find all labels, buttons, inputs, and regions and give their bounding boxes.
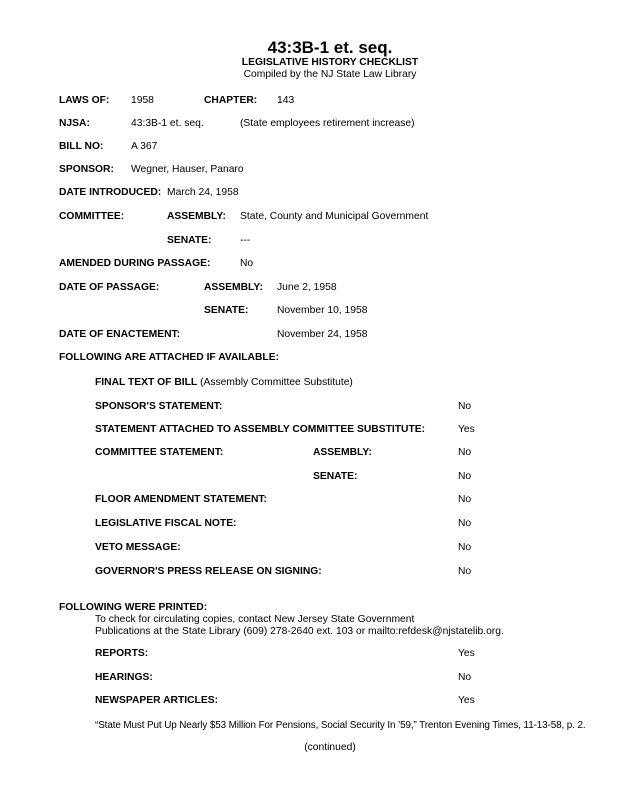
printed-instructions-line2[interactable]: Publications at the State Library (609) 278-2640 ext. 103 or mailto:refdesk@njstatelib.org.: [95, 626, 504, 637]
chapter-label: CHAPTER:: [204, 95, 258, 106]
final-text-label: FINAL TEXT OF BILL: [95, 377, 198, 388]
committee-senate-value: ---: [240, 235, 251, 246]
passage-senate-value: November 10, 1958: [277, 305, 368, 316]
statement-acs-label: STATEMENT ATTACHED TO ASSEMBLY COMMITTEE SUBSTITUTE:: [95, 424, 426, 435]
newspaper-label: NEWSPAPER ARTICLES:: [95, 695, 218, 706]
date-introduced-label: DATE INTRODUCED:: [59, 187, 162, 198]
passage-assembly-value: June 2, 1958: [277, 282, 337, 293]
njsa-note: (State employees retirement increase): [240, 118, 415, 129]
committee-statement-assembly-value: No: [458, 447, 472, 458]
committee-label: COMMITTEE:: [59, 211, 125, 222]
laws-of-label: LAWS OF:: [59, 95, 110, 106]
sponsors-statement-value: No: [458, 401, 472, 412]
continued-note: (continued): [304, 742, 356, 753]
attached-heading: FOLLOWING ARE ATTACHED IF AVAILABLE:: [59, 352, 280, 363]
reports-value: Yes: [458, 648, 475, 659]
newspaper-article-citation: “State Must Put Up Nearly $53 Million For Pensions, Social Security In ’59,” Trenton Evening Times, 11-13-58, p. 2.: [95, 720, 586, 731]
date-of-passage-label: DATE OF PASSAGE:: [59, 282, 160, 293]
hearings-value: No: [458, 672, 472, 683]
date-introduced-value: March 24, 1958: [167, 187, 239, 198]
njsa-label: NJSA:: [59, 118, 90, 129]
committee-statement-senate-value: No: [458, 471, 472, 482]
reports-label: REPORTS:: [95, 648, 149, 659]
sponsor-value: Wegner, Hauser, Panaro: [131, 164, 244, 175]
printed-instructions-line1: To check for circulating copies, contact New Jersey State Government: [95, 614, 415, 625]
amended-value: No: [240, 258, 254, 269]
chapter-value: 143: [277, 95, 295, 106]
floor-amendment-value: No: [458, 494, 472, 505]
press-release-label: GOVERNOR'S PRESS RELEASE ON SIGNING:: [95, 566, 322, 577]
date-of-enactment-value: November 24, 1958: [277, 329, 368, 340]
bill-no-label: BILL NO:: [59, 141, 104, 152]
newspaper-value: Yes: [458, 695, 475, 706]
committee-statement-senate-label: SENATE:: [313, 471, 358, 482]
veto-value: No: [458, 542, 472, 553]
floor-amendment-label: FLOOR AMENDMENT STATEMENT:: [95, 494, 267, 505]
veto-label: VETO MESSAGE:: [95, 542, 181, 553]
printed-heading: FOLLOWING WERE PRINTED:: [59, 602, 208, 613]
final-text-note: (Assembly Committee Substitute): [200, 377, 353, 388]
document-title: 43:3B-1 et. seq.: [267, 38, 393, 57]
committee-statement-assembly-label: ASSEMBLY:: [313, 447, 372, 458]
date-of-enactment-label: DATE OF ENACTEMENT:: [59, 329, 181, 340]
statement-acs-value: Yes: [458, 424, 475, 435]
passage-assembly-label: ASSEMBLY:: [204, 282, 263, 293]
hearings-label: HEARINGS:: [95, 672, 153, 683]
committee-assembly-label: ASSEMBLY:: [167, 211, 226, 222]
laws-of-value: 1958: [131, 95, 154, 106]
fiscal-note-value: No: [458, 518, 472, 529]
njsa-value: 43:3B-1 et. seq.: [131, 118, 204, 129]
committee-senate-label: SENATE:: [167, 235, 212, 246]
committee-assembly-value: State, County and Municipal Government: [240, 211, 429, 222]
passage-senate-label: SENATE:: [204, 305, 249, 316]
sponsor-label: SPONSOR:: [59, 164, 114, 175]
sponsors-statement-label: SPONSOR'S STATEMENT:: [95, 401, 223, 412]
committee-statement-label: COMMITTEE STATEMENT:: [95, 447, 224, 458]
press-release-value: No: [458, 566, 472, 577]
amended-label: AMENDED DURING PASSAGE:: [59, 258, 211, 269]
compiled-by: Compiled by the NJ State Law Library: [243, 69, 417, 80]
bill-no-value: A 367: [131, 141, 158, 152]
fiscal-note-label: LEGISLATIVE FISCAL NOTE:: [95, 518, 237, 529]
final-text-row: [95, 377, 353, 389]
document-subtitle: LEGISLATIVE HISTORY CHECKLIST: [241, 57, 419, 68]
